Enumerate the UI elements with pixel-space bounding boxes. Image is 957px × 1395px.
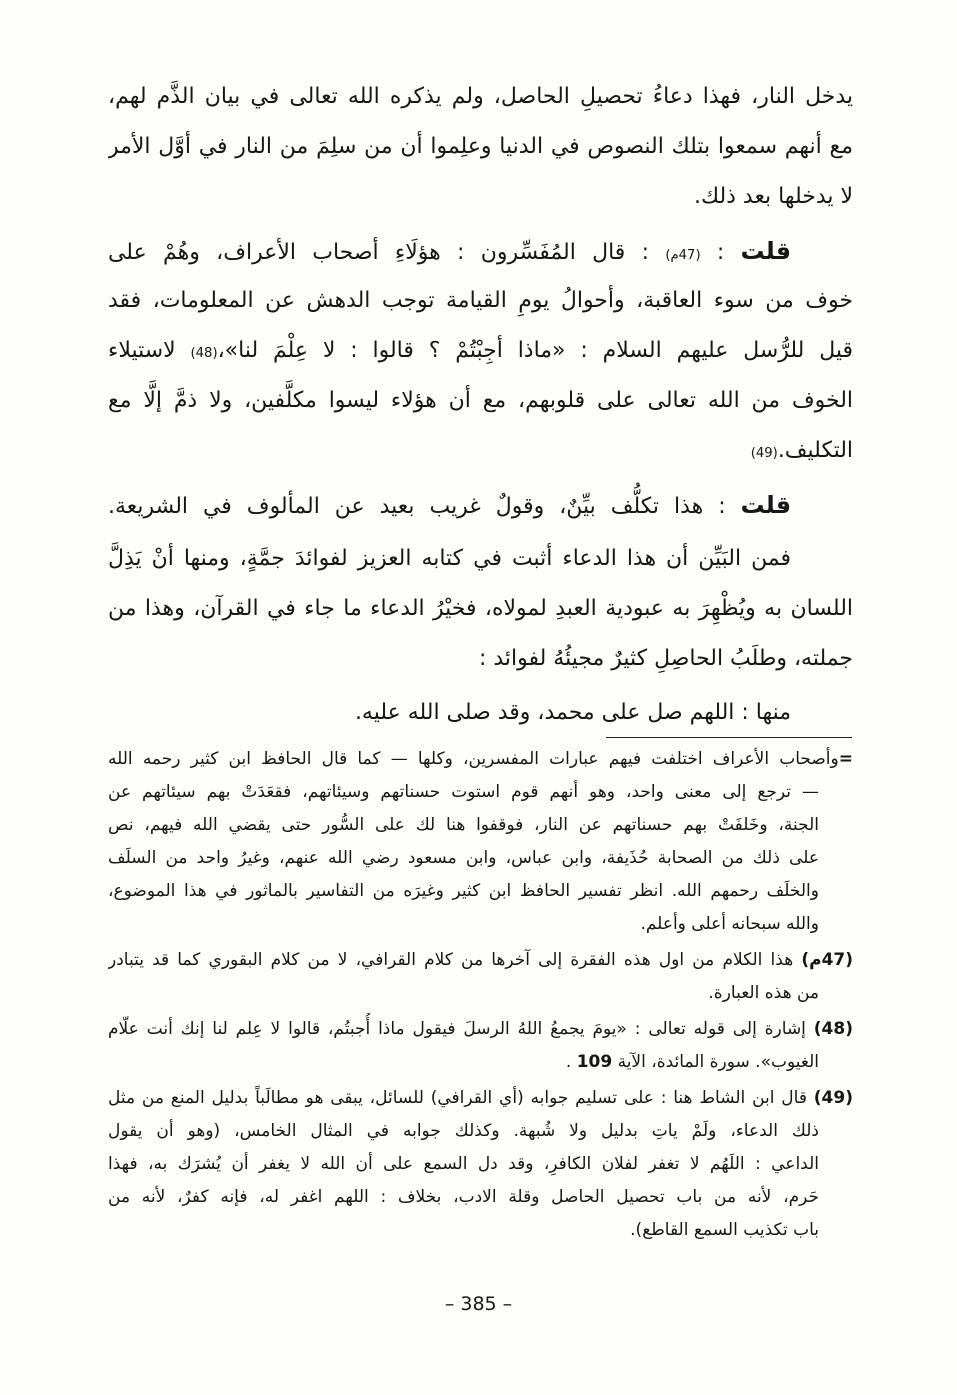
text-line xyxy=(108,480,791,530)
text-segment: . xyxy=(565,1052,577,1072)
footnote-marker: (49) xyxy=(813,1088,853,1108)
text-line: جملته، وطلَبُ الحاصِلِ كثيرٌ مجيئُهُ لفوائد : xyxy=(479,646,853,671)
footnote-line: باب تكذيب السمع القاطع). xyxy=(630,1220,819,1240)
footnotes xyxy=(108,743,853,1247)
footnote-line: الجنة، وخَلفَتْ بهم حسناتهم عن النار، فوقفوا هنا لك على السُّور حتى يقضي الله فيهم، نص xyxy=(108,815,819,835)
footnote-line xyxy=(108,743,853,776)
paragraph-qultu-1 xyxy=(108,226,853,476)
footnote-ref: (49) xyxy=(750,446,778,461)
text-line xyxy=(108,226,791,276)
footnote xyxy=(108,944,853,1010)
text-segment: وأصحاب الأعراف اختلفت فيهم عبارات المفسرين، وكلها — كما قال الحافظ ابن كثير رحمه الله xyxy=(108,749,839,769)
footnote-line xyxy=(108,1013,853,1046)
footnote xyxy=(108,743,853,941)
footnote-line: ذلك الدعاء، ولَمْ ياتِ بدليل ولا شُبهة. وكذلك جوابه في المثال الخامس، (وهو أن يقول xyxy=(108,1121,819,1141)
footnote-ref: (47م) xyxy=(665,248,701,263)
paragraph-continuation xyxy=(108,72,853,222)
footnote-line: والله سبحانه أعلى وأعلم. xyxy=(640,914,819,934)
text-line: مع أنهم سمعوا بتلك النصوص في الدنيا وعلِموا أن من سلِمَ من النار في أوَّل الأمر xyxy=(108,134,853,159)
text-segment: هذا الكلام من اول هذه الفقرة إلى آخرها من كلام القرافي، لا من كلام البقوري كما قد يتبادر xyxy=(108,950,794,970)
text-segment: إشارة إلى قوله تعالى : «يومَ يجمعُ اللهُ الرسلَ فيقول ماذا أُجبتُم، قالوا لا عِلم لنا إنك أنت علّام xyxy=(108,1019,806,1039)
footnote-ref: (48) xyxy=(190,346,218,361)
footnote-separator xyxy=(606,737,852,738)
text-line: خوف من سوء العاقبة، وأحوالُ يومِ القيامة توجب الدهش عن المعلومات، فقد xyxy=(108,288,853,313)
paragraph-qultu-2 xyxy=(108,480,853,530)
footnote xyxy=(108,1082,853,1247)
footnote-marker: (48) xyxy=(813,1019,853,1039)
footnote-line: والخلَف رحمهم الله. انظر تفسير الحافظ ابن كثير وغيرَه من التفاسير بالماثور في هذا الموضوع، xyxy=(108,881,819,901)
footnote-line xyxy=(108,944,853,977)
footnote-line xyxy=(108,1046,819,1079)
text-segment: قال ابن الشاط هنا : على تسليم جوابه (أي القرافي) للسائل، يبقى هو مطالَباً بدليل المنع من مثل xyxy=(108,1088,807,1108)
page-number: – 385 – xyxy=(444,1293,513,1315)
footnote xyxy=(108,1013,853,1079)
text-line xyxy=(108,326,853,376)
paragraph xyxy=(108,534,853,684)
text-segment: قيل للرُّسل عليهم السلام : «ماذا أجِبْتُمْ ؟ قالوا : لا عِلْمَ لنا»، xyxy=(217,338,853,363)
text-line: يدخل النار، فهذا دعاءُ تحصيلِ الحاصل، ولم يذكره الله تعالى في بيان الذَّم لهم، xyxy=(108,84,853,109)
text-segment: لاستيلاء xyxy=(108,338,191,363)
text-segment: الغيوب». سورة المائدة، الآية xyxy=(612,1052,819,1072)
text-line: لا يدخلها بعد ذلك. xyxy=(693,184,853,209)
footnote-line: على ذلك من الصحابة حُذَيفة، وابن عباس، وابن مسعود رضي الله عنهم، وغيرُ واحد من السلَف xyxy=(108,848,819,868)
text-segment: التكليف. xyxy=(777,438,853,463)
bold-label: قلت xyxy=(740,237,791,265)
footnote-line: من هذه العبارة. xyxy=(708,983,819,1003)
paragraph xyxy=(108,688,853,738)
main-text xyxy=(108,72,853,738)
text-segment: : xyxy=(700,240,741,265)
text-segment: : قال المُفَسِّرون : هؤلَاءِ أصحاب الأعراف، وهُمْ على xyxy=(108,240,666,265)
text-line: فمن البَيِّن أن هذا الدعاء أثبت في كتابه العزيز لفوائدَ جمَّةٍ، ومنها أنْ يَذِلَّ xyxy=(108,546,791,571)
footnote-line: الداعي : اللَهُم لا تغفر لفلان الكافرِ، وقد دل السمع على أن الله لا يغفر أن يُشرَك به، فهذا xyxy=(108,1154,819,1174)
text-line: الخوف من الله تعالى على قلوبهم، مع أن هؤلاء ليسوا مكلَّفين، ولا ذمَّ إلَّا مع xyxy=(108,388,853,413)
footnote-line: — ترجع إلى معنى واحد، وهو أنهم قوم استوت حسناتهم وسيئاتهم، فقعَدَتْ بهم سيئاتهم عن xyxy=(108,782,819,802)
bold-label: قلت xyxy=(740,491,791,519)
footnote-line: حَرم، لأنه من باب تحصيل الحاصل وقلة الادب، بخلاف : اللهم اغفر له، فإنه كفرٌ، لأنه من xyxy=(108,1187,819,1207)
footnote-marker: (47م) xyxy=(801,950,853,970)
footnote-line xyxy=(108,1082,853,1115)
text-segment: : هذا تكلُّف بيِّنٌ، وقولٌ غريب بعيد عن المألوف في الشريعة. xyxy=(108,494,741,519)
text-line: منها : اللهم صل على محمد، وقد صلى الله عليه. xyxy=(354,700,791,725)
footnote-marker: = xyxy=(838,749,853,769)
text-line xyxy=(108,426,853,476)
text-line: اللسان به ويُظْهِرَ به عبودية العبدِ لمولاه، فخيْرُ الدعاء ما جاء في القرآن، وهذا من xyxy=(108,596,853,621)
verse-number: 109 xyxy=(576,1052,613,1072)
